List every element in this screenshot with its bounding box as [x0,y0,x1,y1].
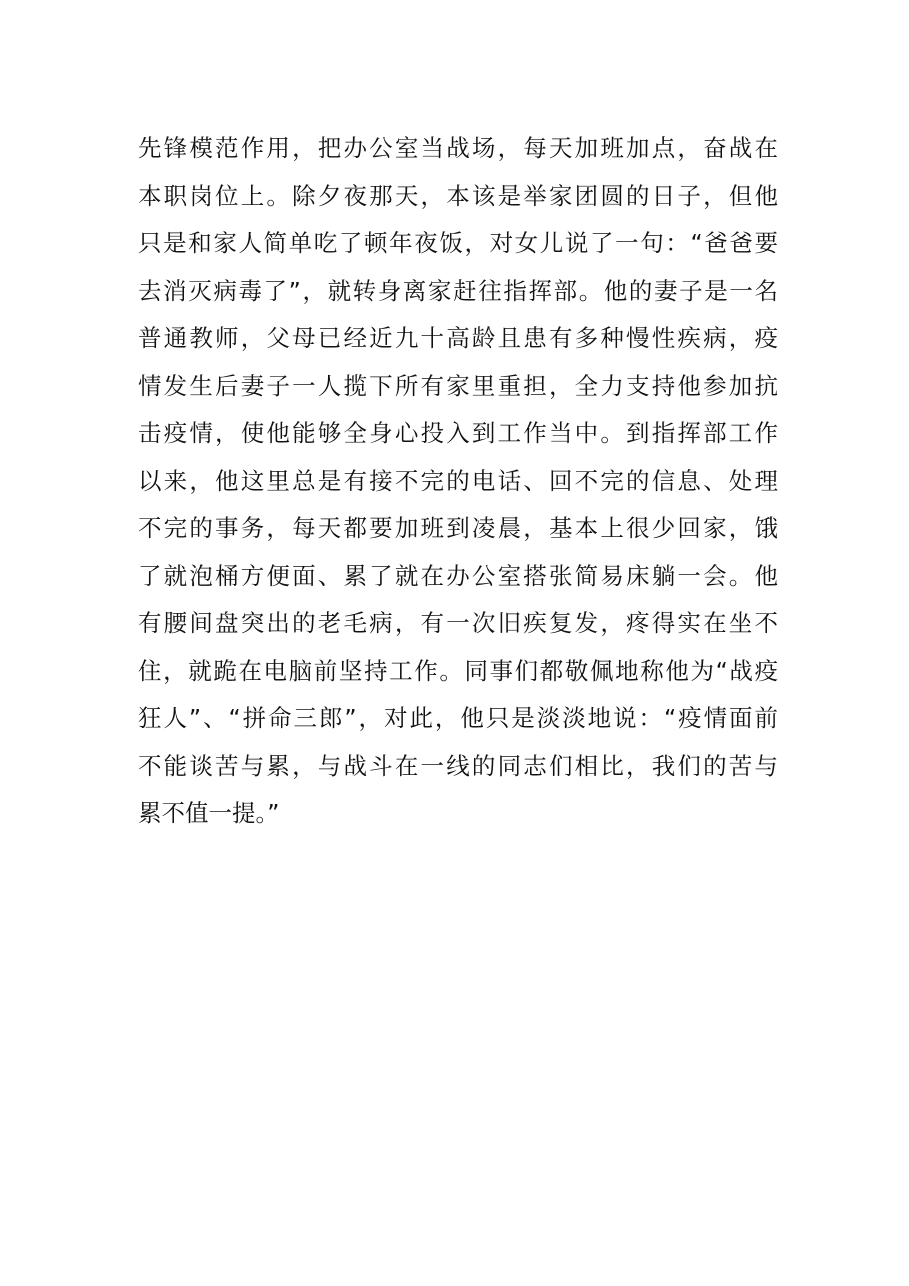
text-line: 累不值一提。” [138,799,280,827]
text-line: 本职岗位上。除夕夜那天，本该是举家团圆的日子，但他 [138,181,778,210]
text-line: 只是和家人简单吃了顿年夜饭，对女儿说了一句：“爸爸要 [138,229,778,257]
text-line: 情发生后妻子一人揽下所有家里重担，全力支持他参加抗 [138,371,778,400]
text-line: 普通教师，父母已经近九十高龄且患有多种慢性疾病，疫 [138,324,778,352]
text-line: 击疫情，使他能够全身心投入到工作当中。到指挥部工作 [138,419,778,447]
text-line: 先锋模范作用，把办公室当战场，每天加班加点，奋战在 [138,134,778,162]
body-paragraph [138,125,778,838]
text-line: 狂人”、“拼命三郎”，对此，他只是淡淡地说：“疫情面前 [138,704,778,732]
text-line: 以来，他这里总是有接不完的电话、回不完的信息、处理 [138,466,778,495]
text-line: 去消灭病毒了”，就转身离家赶往指挥部。他的妻子是一名 [138,276,778,305]
text-line: 有腰间盘突出的老毛病，有一次旧疾复发，疼得实在坐不 [138,609,778,637]
text-line: 住，就跪在电脑前坚持工作。同事们都敬佩地称他为“战疫 [138,656,778,685]
text-line: 不完的事务，每天都要加班到凌晨，基本上很少回家，饿 [138,514,778,542]
text-line: 了就泡桶方便面、累了就在办公室搭张简易床躺一会。他 [138,561,778,590]
text-line: 不能谈苦与累，与战斗在一线的同志们相比，我们的苦与 [138,751,778,780]
